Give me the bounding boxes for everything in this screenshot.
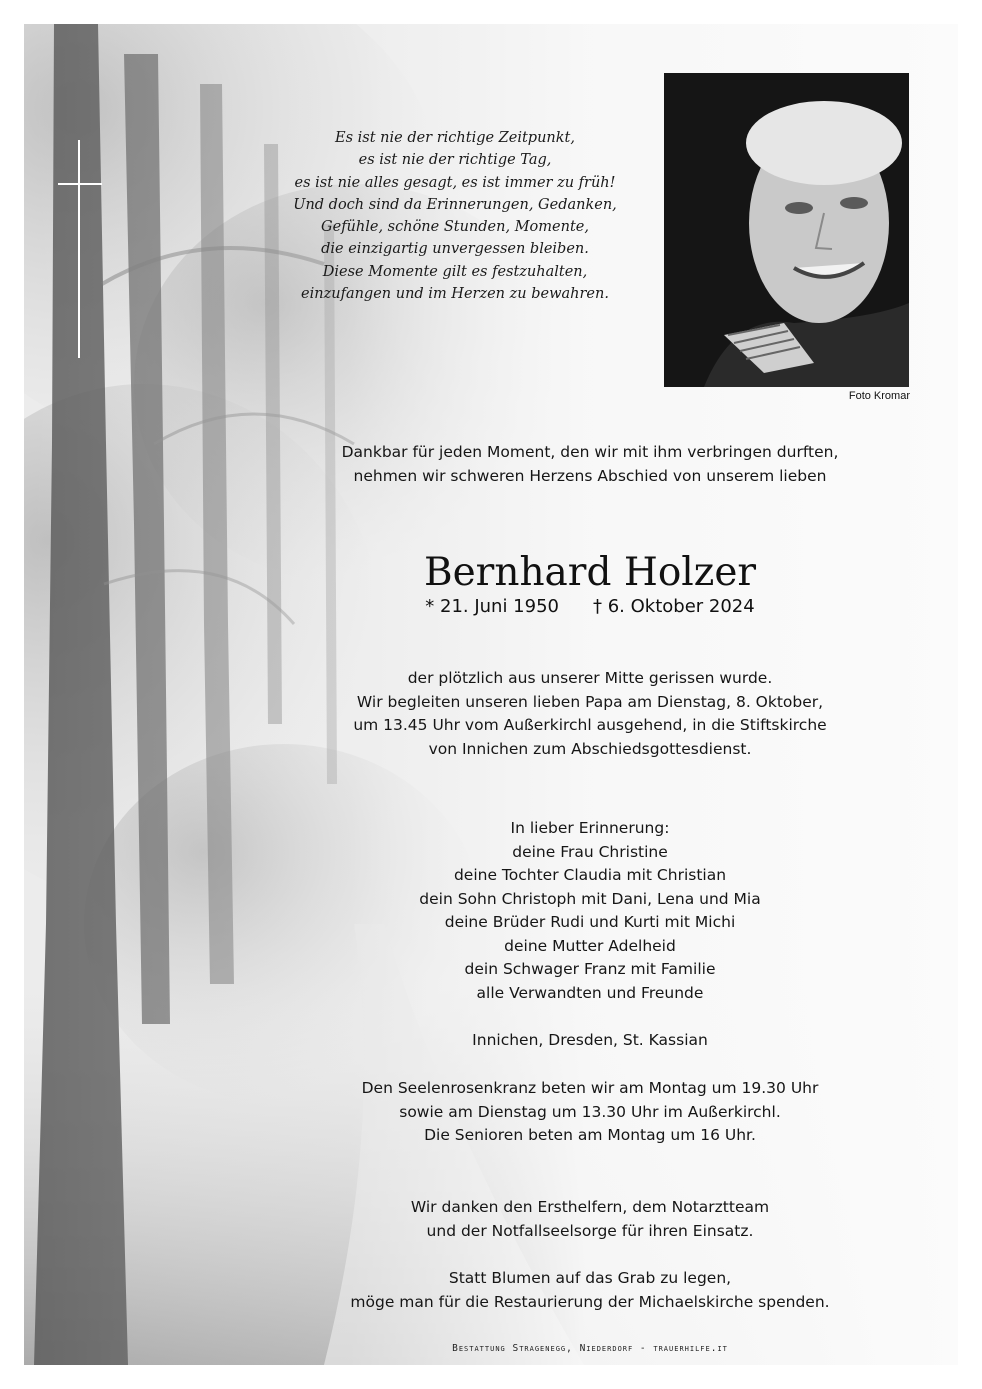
birth-date: * 21. Juni 1950 bbox=[425, 596, 559, 617]
poem-line: Es ist nie der richtige Zeitpunkt, bbox=[335, 130, 575, 146]
rosary-info bbox=[240, 1077, 940, 1148]
intro-line: Dankbar für jeden Moment, den wir mit ihm verbringen durften, bbox=[341, 443, 839, 461]
thanks-line: und der Notfallseelsorge für ihren Einsatz. bbox=[426, 1221, 754, 1240]
poem-line: Und doch sind da Erinnerungen, Gedanken, bbox=[293, 196, 617, 213]
mourner: deine Frau Christine bbox=[512, 842, 668, 861]
mourner: deine Brüder Rudi und Kurti mit Michi bbox=[444, 913, 736, 931]
mourners-heading: In lieber Erinnerung: bbox=[510, 819, 670, 837]
rosary-line: Den Seelenrosenkranz beten wir am Montag um 19.30 Uhr bbox=[361, 1079, 819, 1097]
mourner: deine Mutter Adelheid bbox=[504, 936, 676, 955]
poem-line: es ist nie alles gesagt, es ist immer zu früh! bbox=[294, 174, 616, 191]
poem-line: es ist nie der richtige Tag, bbox=[358, 152, 552, 169]
thanks-text bbox=[240, 1196, 940, 1243]
mourners-list bbox=[240, 817, 940, 1005]
funeral-line: um 13.45 Uhr vom Außerkirchl ausgehend, in die Stiftskirche bbox=[353, 716, 827, 734]
funeral-line: Wir begleiten unseren lieben Papa am Dienstag, 8. Oktober, bbox=[356, 692, 824, 711]
photo-credit: Foto Kromar bbox=[848, 390, 910, 402]
mourner: dein Schwager Franz mit Familie bbox=[464, 960, 716, 978]
intro-text bbox=[240, 441, 940, 488]
places: Innichen, Dresden, St. Kassian bbox=[472, 1031, 708, 1049]
obituary-card bbox=[24, 24, 958, 1365]
intro-line: nehmen wir schweren Herzens Abschied von unserem lieben bbox=[353, 466, 827, 485]
funeral-line: der plötzlich aus unserer Mitte gerissen wurde. bbox=[407, 669, 773, 687]
life-dates bbox=[240, 594, 940, 620]
poem-line: einzufangen und im Herzen zu bewahren. bbox=[301, 286, 609, 303]
funeral-announcement bbox=[240, 667, 940, 761]
funeral-line: von Innichen zum Abschiedsgottesdienst. bbox=[428, 739, 752, 758]
poem-line: Gefühle, schöne Stunden, Momente, bbox=[321, 219, 589, 236]
deceased-name: Bernhard Holzer bbox=[423, 550, 757, 595]
poem-line: die einzigartig unvergessen bleiben. bbox=[321, 241, 589, 258]
rosary-line: sowie am Dienstag um 13.30 Uhr im Außerkirchl. bbox=[399, 1102, 781, 1121]
thanks-line: Wir danken den Ersthelfern, dem Notarztteam bbox=[410, 1198, 770, 1216]
portrait-photo bbox=[664, 73, 909, 387]
poem-line: Diese Momente gilt es festzuhalten, bbox=[322, 263, 588, 280]
cross-icon bbox=[58, 140, 102, 358]
donation-request bbox=[240, 1267, 940, 1314]
mourner: alle Verwandten und Freunde bbox=[476, 983, 704, 1002]
rosary-line: Die Senioren beten am Montag um 16 Uhr. bbox=[424, 1126, 756, 1144]
poem bbox=[240, 127, 670, 305]
funeral-home-footer: Bestattung Stragenegg, Niederdorf - trauerhilfe.it bbox=[452, 1343, 728, 1354]
death-date: † 6. Oktober 2024 bbox=[593, 596, 755, 617]
donation-line: möge man für die Restaurierung der Michaelskirche spenden. bbox=[350, 1292, 830, 1311]
mourner: deine Tochter Claudia mit Christian bbox=[453, 866, 727, 884]
donation-line: Statt Blumen auf das Grab zu legen, bbox=[448, 1269, 732, 1287]
mourner: dein Sohn Christoph mit Dani, Lena und Mia bbox=[419, 889, 761, 908]
